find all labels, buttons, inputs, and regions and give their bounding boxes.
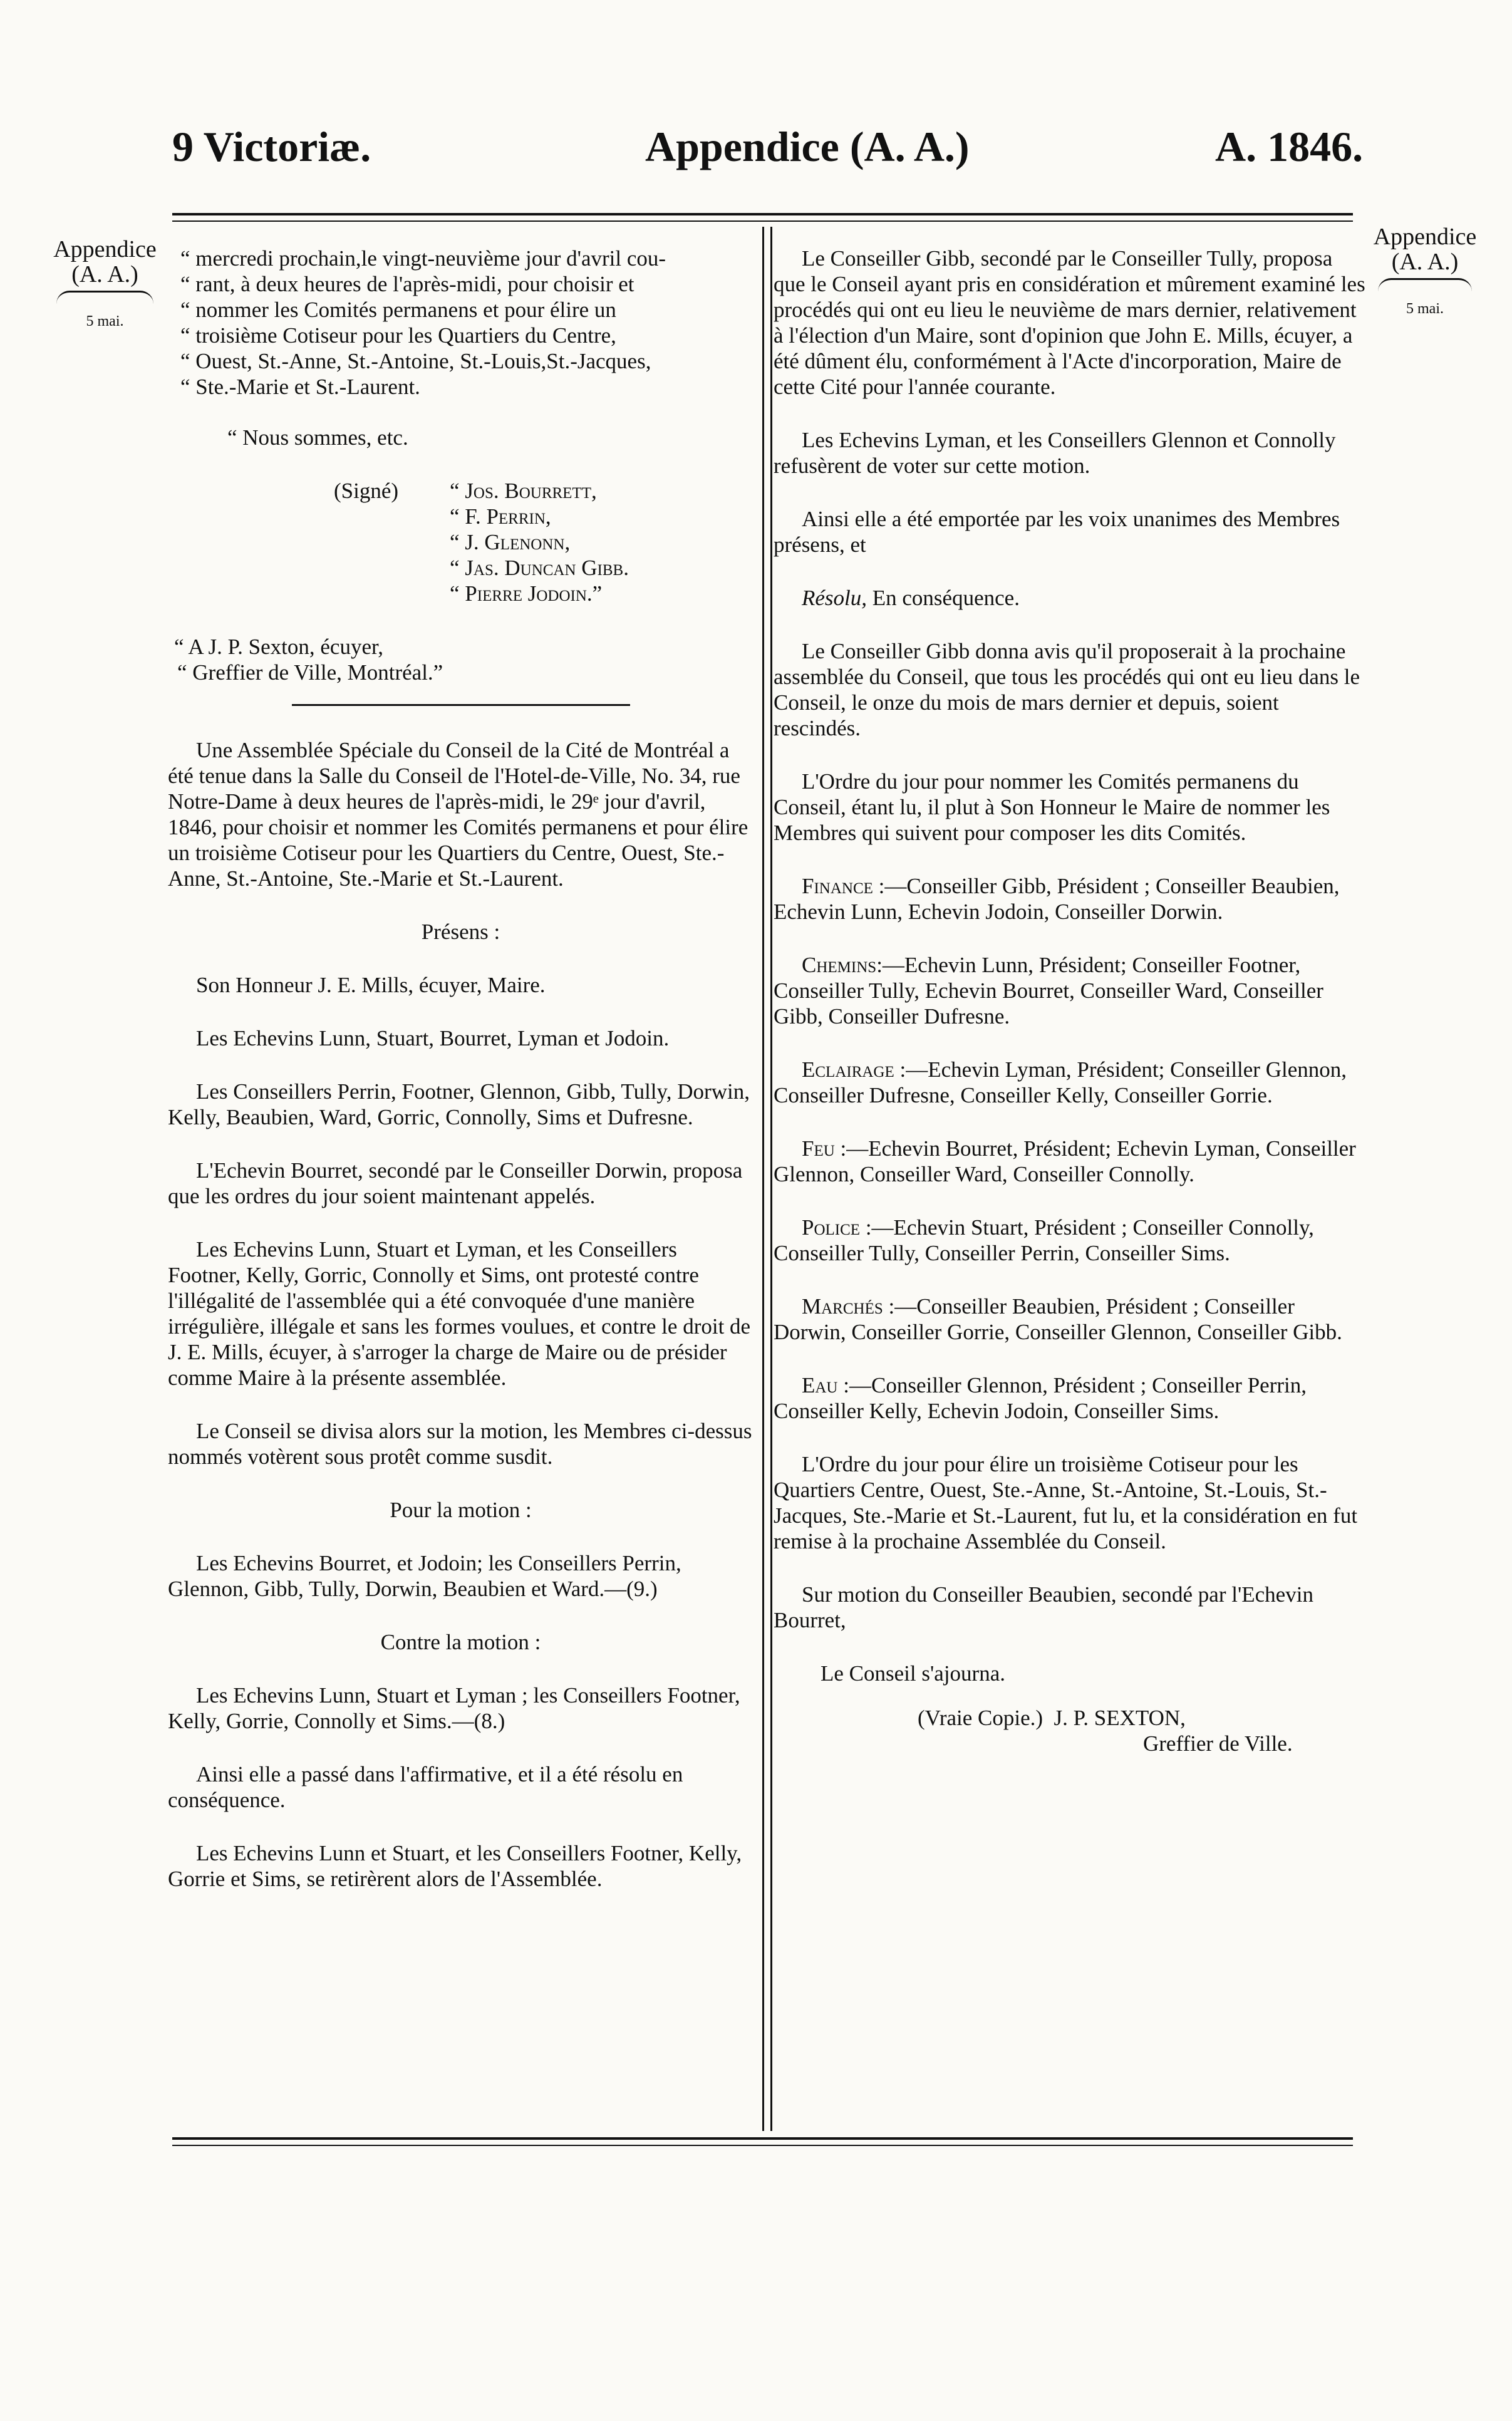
header-session: 9 Victoriæ. (172, 123, 371, 170)
bottom-rule (172, 2137, 1353, 2140)
paragraph: Les Echevins Lunn et Stuart, et les Conseillers Footner, Kelly, Gorrie et Sims, se retirèrent alors de l'Assemblée. (168, 1841, 742, 1891)
committee-name: Police (802, 1215, 861, 1240)
committee-members: :—Conseiller Glennon, Président ; Conseiller Perrin, Conseiller Kelly, Echevin Jodoin, Conseiller Sims. (774, 1373, 1307, 1423)
paragraph: Les Echevins Bourret, et Jodoin; les Conseillers Perrin, Glennon, Gibb, Tully, Dorwin, Beaubien et Ward.—(9.) (168, 1551, 681, 1601)
certification (774, 1705, 1365, 1731)
paragraph: Le Conseiller Gibb donna avis qu'il proposerait à la prochaine assemblée du Conseil, que tous les procédés qui ont eu lieu dans le Conseil, le onze du mois de mars dernier et depuis, soient rescindés. (774, 639, 1360, 740)
header-year: A. 1846. (1215, 123, 1364, 170)
top-rule (172, 213, 1353, 215)
signatory: “ Jas. Duncan Gibb. (450, 556, 629, 580)
committee-members: :—Conseiller Gibb, Président ; Conseiller Beaubien, Echevin Lunn, Echevin Jodoin, Conseiller Dorwin. (774, 874, 1340, 924)
paragraph: L'Ordre du jour pour élire un troisième Cotiseur pour les Quartiers Centre, Ouest, Ste.-Anne, St.-Antoine, St.-Louis, St.-Jacques, Ste.-Marie et St.-Laurent, fut lu, et la considération en fut remise à la prochaine Assemblée du Conseil. (774, 1452, 1358, 1553)
quote-line: “ mercredi prochain,le vingt-neuvième jour d'avril cou- (180, 246, 666, 271)
margin-date: 5 mai. (1406, 301, 1444, 317)
section-heading: Contre la motion : (380, 1630, 541, 1654)
clerk-title: Greffier de Ville. (1143, 1731, 1293, 1756)
committee-members: :—Echevin Stuart, Président ; Conseiller Connolly, Conseiller Tully, Conseiller Perrin, Conseiller Sims. (774, 1215, 1314, 1265)
committee-name: Finance (802, 874, 873, 898)
committee-entry (774, 1293, 1365, 1345)
top-rule-thin (172, 220, 1353, 222)
brace-icon (56, 291, 153, 304)
margin-label-2: (A. A.) (1391, 249, 1459, 275)
paragraph: Les Echevins Lyman, et les Conseillers Glennon et Connolly refusèrent de voter sur cette motion. (774, 428, 1336, 478)
committee-entry (774, 1372, 1365, 1424)
committee-name: Eclairage (802, 1057, 894, 1082)
true-copy-label: (Vraie Copie.) (918, 1706, 1043, 1730)
paragraph: Ainsi elle a passé dans l'affirmative, et il a été résolu en conséquence. (168, 1762, 683, 1812)
paragraph: L'Ordre du jour pour nommer les Comités permanens du Conseil, étant lu, il plut à Son Honneur le Maire de nommer les Membres qui suivent pour composer les dits Comités. (774, 769, 1330, 845)
column-divider (770, 227, 772, 2131)
signatory: “ Jos. Bourrett, (450, 479, 597, 503)
paragraph: Les Echevins Lunn, Stuart et Lyman ; les Conseillers Footner, Kelly, Gorrie, Connolly et Sims.—(8.) (168, 1683, 740, 1733)
brace-icon (1378, 278, 1472, 291)
margin-note-left (44, 237, 166, 334)
paragraph: Les Echevins Lunn, Stuart et Lyman, et les Conseillers Footner, Kelly, Gorric, Connolly et Sims, ont protesté contre l'illégalité de l'assemblée qui a été convoquée d'une manière irrégulière, illégale et sans les formes voulues, et contre le droit de J. E. Mills, écuyer, à s'arroger la charge de Maire ou de présider comme Maire à la présente assemblée. (168, 1237, 751, 1390)
resolution-text: En conséquence. (867, 586, 1020, 610)
quote-line: “ nommer les Comités permanens et pour élire un (180, 298, 616, 322)
signatory: “ Pierre Jodoin.” (450, 581, 603, 606)
committee-members: :—Echevin Lyman, Président; Conseiller Glennon, Conseiller Dufresne, Conseiller Kelly, Conseiller Gorrie. (774, 1057, 1347, 1107)
paragraph: Ainsi elle a été emportée par les voix unanimes des Membres présens, et (774, 507, 1340, 557)
committee-name: Chemins (802, 953, 877, 977)
paragraph: Les Echevins Lunn, Stuart, Bourret, Lyman et Jodoin. (196, 1026, 670, 1050)
resolution-label: Résolu, (802, 586, 867, 610)
right-column (774, 246, 1365, 1756)
addressee (168, 634, 753, 685)
committee-entry (774, 873, 1365, 925)
left-column (168, 246, 753, 1919)
committee-name: Feu (802, 1136, 835, 1161)
quote-line: “ rant, à deux heures de l'après-midi, pour choisir et (180, 272, 634, 296)
margin-label: Appendice (1373, 224, 1477, 250)
paragraph: Une Assemblée Spéciale du Conseil de la Cité de Montréal a été tenue dans la Salle du Conseil de l'Hotel-de-Ville, No. 34, rue Notre-Dame à deux heures de l'après-midi, le 29ᵉ jour d'avril, 1846, pour choisir et nommer les Comités permanens et pour élire un troisième Cotiseur pour les Quartiers du Centre, Ouest, Ste.-Anne, St.-Antoine, Ste.-Marie et St.-Laurent. (168, 738, 748, 891)
committee-entry (774, 952, 1365, 1029)
section-heading: Pour la motion : (390, 1498, 532, 1522)
margin-date: 5 mai. (86, 313, 124, 329)
header-title: Appendice (A. A.) (645, 123, 970, 170)
quote-line: “ Ste.-Marie et St.-Laurent. (180, 375, 420, 399)
paragraph: Sur motion du Conseiller Beaubien, secondé par l'Echevin Bourret, (774, 1582, 1313, 1632)
margin-label: Appendice (53, 236, 157, 262)
paragraph: Les Conseillers Perrin, Footner, Glennon, Gibb, Tully, Dorwin, Kelly, Beaubien, Ward, Gorric, Connolly, Sims et Dufresne. (168, 1079, 750, 1129)
clerk-name: J. P. SEXTON, (1054, 1706, 1186, 1730)
section-rule (292, 704, 630, 706)
closing-formula: “ Nous sommes, etc. (227, 425, 408, 450)
committee-entry (774, 1215, 1365, 1266)
committee-name: Marchés (802, 1294, 883, 1319)
paragraph: L'Echevin Bourret, secondé par le Conseiller Dorwin, proposa que les ordres du jour soient maintenant appelés. (168, 1158, 743, 1208)
quote-line: “ troisième Cotiseur pour les Quartiers du Centre, (180, 323, 616, 348)
margin-label-2: (A. A.) (71, 261, 138, 288)
signatory: “ J. Glenonn, (450, 530, 571, 554)
committee-members: :—Conseiller Beaubien, Président ; Conseiller Dorwin, Conseiller Gorrie, Conseiller Glennon, Conseiller Gibb. (774, 1294, 1342, 1344)
bottom-rule-thin (172, 2145, 1353, 2146)
paragraph: Le Conseil se divisa alors sur la motion, les Membres ci-dessus nommés votèrent sous protêt comme susdit. (168, 1419, 752, 1469)
committee-entry (774, 1136, 1365, 1187)
quote-block (168, 246, 753, 400)
addressee-line: “ A J. P. Sexton, écuyer, (174, 635, 383, 659)
signature-block (168, 478, 753, 606)
committee-entry (774, 1057, 1365, 1108)
committee-members: :—Echevin Lunn, Président; Conseiller Footner, Conseiller Tully, Echevin Bourret, Conseiller Ward, Conseiller Gibb, Conseiller Dufresne. (774, 953, 1323, 1029)
committee-name: Eau (802, 1373, 838, 1397)
addressee-line: “ Greffier de Ville, Montréal.” (177, 660, 443, 685)
signatory-list (450, 478, 629, 606)
adjournment: Le Conseil s'ajourna. (821, 1661, 1005, 1686)
quote-line: “ Ouest, St.-Anne, St.-Antoine, St.-Louis,St.-Jacques, (180, 349, 651, 373)
paragraph: Son Honneur J. E. Mills, écuyer, Maire. (196, 973, 546, 997)
resolution (774, 585, 1365, 611)
paragraph: Le Conseiller Gibb, secondé par le Conseiller Tully, proposa que le Conseil ayant pris en considération et mûrement examiné les procédés qui ont eu lieu le neuvième de mars dernier, relativement à l'élection d'un Maire, sont d'opinion que John E. Mills, écuyer, a été dûment élu, conformément à l'Acte d'incorporation, Maire de cette Cité pour l'année courante. (774, 246, 1365, 399)
signed-label: (Signé) (334, 479, 399, 503)
margin-note-right (1365, 224, 1484, 321)
committee-members: :—Echevin Bourret, Président; Echevin Lyman, Conseiller Glennon, Conseiller Ward, Conseiller Connolly. (774, 1136, 1356, 1186)
section-heading: Présens : (421, 920, 500, 944)
column-divider (762, 227, 764, 2131)
signatory: “ F. Perrin, (450, 504, 551, 529)
